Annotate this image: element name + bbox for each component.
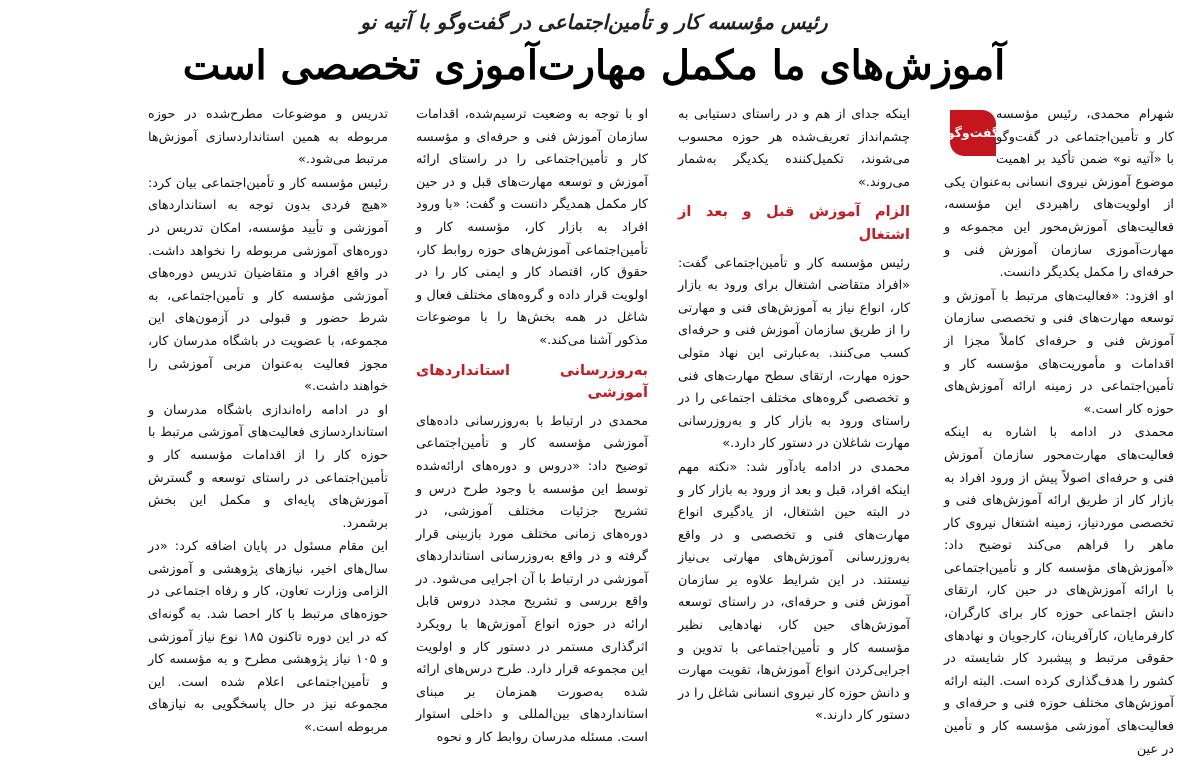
paragraph: شهرام محمدی، رئیس مؤسسه کار و تأمین‌اجتماعی در گفت‌وگو با «آتیه نو» ضمن تأکید بر اهمیت موضوع آموزش نیروی انسانی به‌عنوان یکی از اولویت‌های راهبردی این مؤسسه، فعالیت‌های آموزش‌محور این مجموعه و مهارت‌آموزی سازمان آموزش فنی و حرفه‌ای را مکمل یکدیگر دانست. — [944, 107, 1174, 281]
article-headline: آموزش‌های ما مکمل مهارت‌آموزی تخصصی است — [182, 42, 1006, 89]
paragraph: اینکه جدای از هم و در راستای دستیابی به چشم‌انداز تعریف‌شده هر حوزه محسوب می‌شوند، تکمیل‌کننده یکدیگر به‌شمار می‌روند.» — [678, 107, 910, 190]
article-column-4 — [148, 104, 388, 736]
paragraph: رئیس مؤسسه کار و تأمین‌اجتماعی بیان کرد: «هیچ فردی بدون توجه به استانداردهای آموزشی و تأیید مؤسسه، امکان تدریس در دوره‌های آموزشی مربوطه را نخواهد داشت. در واقع افراد و متقاضیان تدریس دوره‌های آموزشی مؤسسه کار و تأمین‌اجتماعی، به شرط حضور و قبولی در آزمون‌های این مجموعه، با عضویت در باشگاه مدرسان کار، مجوز فعالیت به‌عنوان مربی آموزشی را خواهند داشت.» — [148, 175, 388, 395]
interview-badge: گفت‌وگو — [950, 110, 996, 156]
article-column-1 — [944, 104, 1174, 757]
article-kicker: رئیس مؤسسه کار و تأمین‌اجتماعی در گفت‌وگو با آتیه نو — [360, 10, 828, 34]
paragraph: محمدی در ارتباط با به‌روزرسانی داده‌های آموزشی مؤسسه کار و تأمین‌اجتماعی توضیح داد: «دروس و دوره‌های ارائه‌شده توسط این مؤسسه با وجود طرح درس و تشریح جزئیات مختلف آموزشی، در دوره‌های زمانی مختلف مورد بازبینی قرار گرفته و در واقع به‌روزرسانی استانداردهای آموزشی در ارتباط با آن اجرایی می‌شود. در واقع بررسی و تشریح مجدد دروس قابل ارائه در حوزه انواع آموزش‌ها با رویکرد اثرگذاری مستمر در دستور کار و اولویت این مجموعه قرار دارد. طرح درس‌های ارائه شده به‌صورت همزمان بر مبنای استانداردهای بین‌المللی و داخلی استوار است. مسئله مدرسان روابط کار و نحوه — [416, 413, 648, 746]
paragraph: رئیس مؤسسه کار و تأمین‌اجتماعی گفت: «افراد متقاضی اشتغال برای ورود به بازار کار، انواع نیاز به آموزش‌های فنی و مهارتی را از طریق سازمان آموزش فنی و حرفه‌ای کسب می‌کنند. به‌عبارتی این نهاد متولی حوزه مهارت، ارتقای سطح مهارت‌های فنی و تخصصی گروه‌های مختلف اجتماعی را در راستای ورود به بازار کار و به‌روزرسانی مهارت شاغلان در دستور کار دارد.» — [678, 255, 910, 452]
paragraph: تدریس و موضوعات مطرح‌شده در حوزه مربوطه به همین استانداردسازی آموزش‌ها مرتبط می‌شود.» — [148, 107, 388, 168]
section-subheading: به‌روزرسانی استانداردهای آموزشی — [416, 362, 648, 402]
paragraph: این مقام مسئول در پایان اضافه کرد: «در سال‌های اخیر، نیازهای پژوهشی و آموزشی الزامی وزارت تعاون، کار و رفاه اجتماعی در حوزه‌های مرتبط با کار احصا شد. به گونه‌ای که در این دوره تاکنون ۱۸۵ نوع نیاز آموزشی و ۱۰۵ نیاز پژوهشی مطرح و به مؤسسه کار و تأمین‌اجتماعی اعلام شده است. این مجموعه نیز در حال پاسخگویی به نیازهای مربوطه است.» — [148, 539, 388, 736]
paragraph: او با توجه به وضعیت ترسیم‌شده، اقدامات سازمان آموزش فنی و حرفه‌ای و مؤسسه کار و تأمین‌اجتماعی را در راستای ارائه آموزش و توسعه مهارت‌های قبل و در حین کار مکمل همدیگر دانست و گفت: «با ورود افراد به بازار کار، مؤسسه کار و تأمین‌اجتماعی آموزش‌های حوزه روابط کار، حقوق کار، اقتصاد کار و ایمنی کار را در اولویت قرار داده و گروه‌های مختلف فعال و شاغل در همه بخش‌ها را با موضوعات مذکور آشنا می‌کند.» — [416, 107, 648, 348]
article-column-3 — [416, 104, 648, 746]
paragraph: او افزود: «فعالیت‌های مرتبط با آموزش و توسعه مهارت‌های فنی و تخصصی سازمان آموزش فنی و حرفه‌ای کاملاً مجزا از اقدامات و مأموریت‌های مؤسسه کار و تأمین‌اجتماعی در زمینه ارائه آموزش‌های حوزه کار است.» — [944, 288, 1174, 417]
paragraph: محمدی در ادامه یادآور شد: «نکته مهم اینکه افراد، قبل و بعد از ورود به بازار کار و در البته حین اشتغال، از یادگیری انواع مهارت‌های فنی و تخصصی و در واقع به‌روزرسانی آموزش‌های مهارتی بی‌نیاز نیستند. در این شرایط علاوه بر سازمان آموزش فنی و حرفه‌ای، در راستای توسعه آموزش‌های حین کار، نهادهایی نظیر مؤسسه کار و تأمین‌اجتماعی با تدوین و اجرایی‌کردن انواع آموزش‌ها، تقویت مهارت و دانش حوزه کار نیروی انسانی شاغل را در دستور کار دارند.» — [678, 459, 910, 724]
paragraph: او در ادامه راه‌اندازی باشگاه مدرسان و استانداردسازی فعالیت‌های آموزشی مرتبط با حوزه کار را از اقدامات مؤسسه کار و تأمین‌اجتماعی در راستای توسعه و گسترش آموزش‌های پایه‌ای و مکمل این بخش برشمرد. — [148, 402, 388, 531]
section-subheading: الزام آموزش قبل و بعد از اشتغال — [678, 204, 910, 243]
paragraph: محمدی در ادامه با اشاره به اینکه فعالیت‌های مهارت‌محور سازمان آموزش فنی و حرفه‌ای اصولاً پیش از ورود افراد به بازار کار از طریق ارائه آموزش‌های فنی و تخصصی موردنیاز، زمینه اشتغال نیروی کار ماهر را فراهم می‌کند توضیح داد: «آموزش‌های مؤسسه کار و تأمین‌اجتماعی با ارائه آموزش‌های در حین کار، ارتقای دانش اجتماعی حوزه کار برای کارگران، کارفرمایان، کارآفرینان، کارجویان و نهادهای حقوقی مرتبط و پیشبرد کار شایسته در کشور را هدف‌گذاری کرده است. البته ارائه آموزش‌های مختلف حوزه فنی و حرفه‌ای و فعالیت‌های آموزشی مؤسسه کار و تأمین در عین — [944, 425, 1174, 757]
article-column-2 — [678, 104, 910, 724]
